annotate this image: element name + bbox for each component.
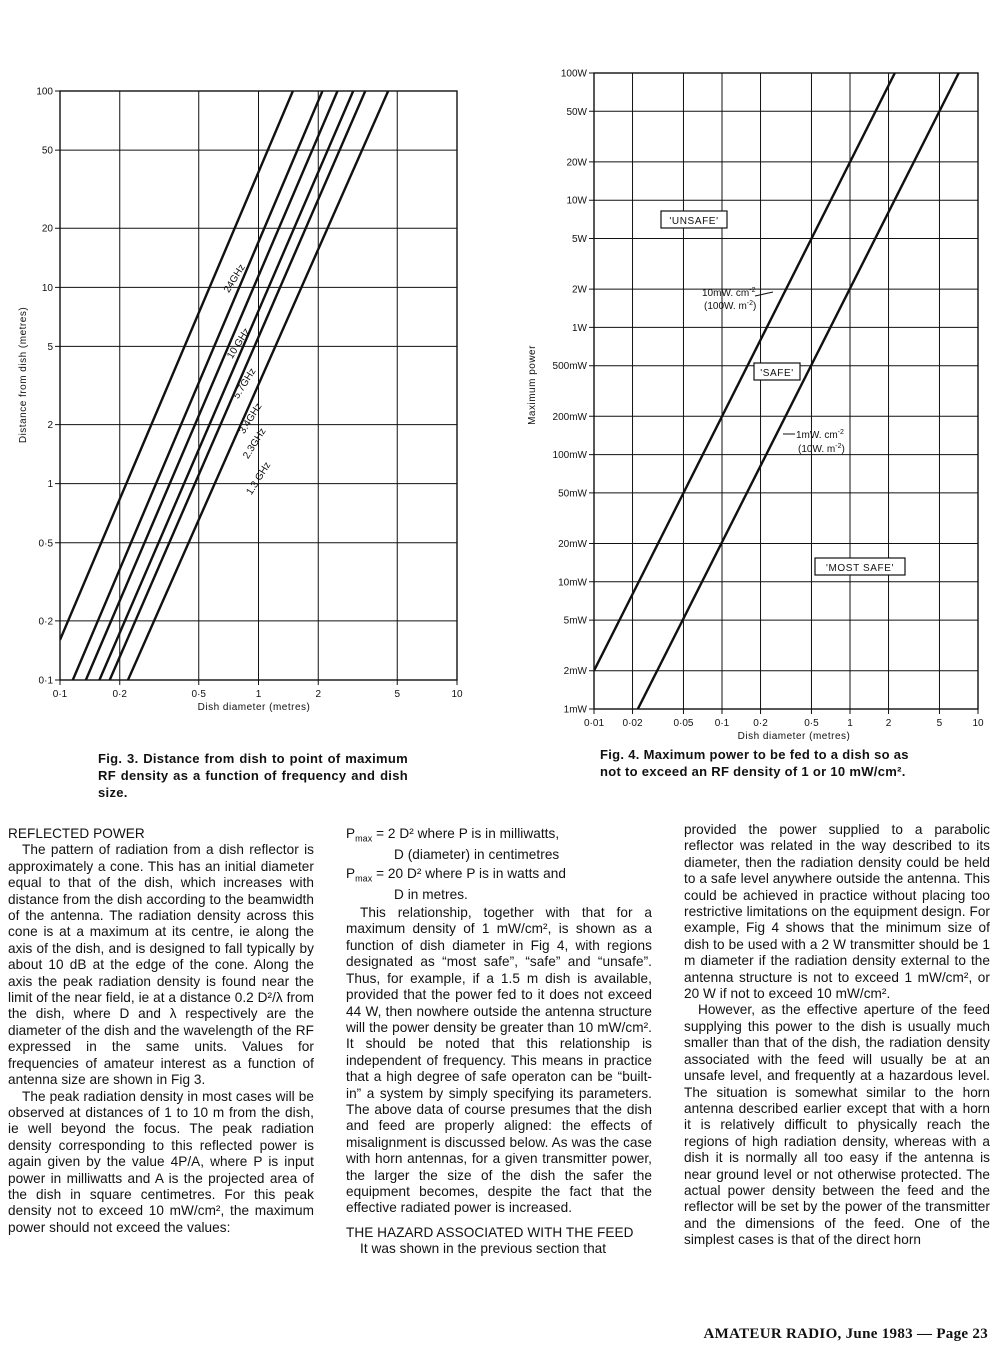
paragraph: The peak radiation density in most cases will be observed at distances of 1 to 10 m from the dish, ie well beyond the focus. The peak radiation density corresponding to this reflected power is again given by the value 4P/A, where P is input power in milliwatts and A is the projected area of the dish in square centimetres. For this peak density not to exceed 10 mW/cm², the maximum power should not exceed the values: xyxy=(8,1088,314,1235)
fig4-line-label-sup: -2 xyxy=(837,429,844,436)
fig4-line-label-close: ) xyxy=(753,301,757,312)
fig4-y-tick-label: 2mW xyxy=(563,666,587,678)
fig3-series-line xyxy=(86,91,338,680)
fig4-plot-frame xyxy=(594,73,978,709)
fig4-region-label: 'MOST SAFE' xyxy=(825,563,895,574)
fig4-y-tick-label: 20mW xyxy=(558,539,587,551)
fig4-y-axis-label: Maximum power xyxy=(527,345,538,425)
fig4-x-tick-label: 5 xyxy=(936,718,943,729)
fig4-x-tick-label: 0·1 xyxy=(714,718,730,729)
page-footer: AMATEUR RADIO, June 1983 — Page 23 xyxy=(703,1326,988,1342)
fig4-x-tick-label: 0·01 xyxy=(583,718,605,729)
fig4-x-tick-label: 0·02 xyxy=(622,718,643,729)
fig4-region-label: 'SAFE' xyxy=(760,368,794,379)
pmax-subscript: max xyxy=(355,873,373,884)
fig3-x-tick-label: 10 xyxy=(451,689,463,700)
fig4-line-label-top: 10mW. $cm^{-2}$ xyxy=(702,287,756,299)
paragraph: provided the power supplied to a parabolic reflector was related in the way described to its diameter, then the radiation density could be held to a safe level anywhere outside the antenna. This could be achieved in practice without placing too restrictive limitations on the equipment design. For example, Fig 4 shows that the minimum size of dish to be used with a 2 W transmitter should be 1 m diameter if the radiation density external to the antenna structure is not to exceed 1 mW/cm², or 20 W if not to exceed 10 mW/cm². xyxy=(684,822,990,1002)
fig3-y-tick-label: 50 xyxy=(41,145,53,157)
fig4-line-label-sup: -2 xyxy=(749,287,756,294)
fig3-x-tick-label: 0·1 xyxy=(52,689,68,700)
fig3-y-tick-label: 5 xyxy=(47,341,53,353)
fig4-y-tick-label: 200mW xyxy=(552,411,587,423)
fig4-x-tick-label: 10 xyxy=(972,718,984,729)
fig4-y-tick-label: 100mW xyxy=(552,450,587,462)
paragraph: However, as the effective aperture of the feed supplying this power to the dish is usually much smaller than that of the dish, the radiation density associated with the feed will usually be at an unsafe level, and frequently at a hazardous level. The situation is somewhat similar to the horn antenna described earlier except that with a horn it is relatively difficult to physically reach the regions of high radiation density, whereas with a dish it is normally all too easy if the antenna is near ground level or not otherwise protected. The actual power density between the feed and the reflector will be set by the power of the transmitter and the dimensions of the feed. One of the simplest cases is that of the direct horn xyxy=(684,1002,990,1248)
fig3-series-line xyxy=(73,91,323,680)
fig4-chart xyxy=(527,69,984,743)
equation-text: = 2 D² where P is in milliwatts, xyxy=(376,826,560,841)
fig4-series-line xyxy=(638,73,959,709)
fig4-series-group xyxy=(594,73,959,709)
fig3-x-tick-label: 5 xyxy=(394,689,401,700)
equation-text: = 20 D² where P is in watts and xyxy=(376,865,566,881)
fig4-y-tick-label: 1mW xyxy=(563,704,587,716)
fig4-line-label-sup: -2 xyxy=(746,300,754,307)
fig3-series-group xyxy=(60,91,388,680)
fig4-y-tick-label: 50mW xyxy=(558,488,587,500)
fig4-y-tick-label: 1W xyxy=(572,322,587,334)
fig3-series-label: 5.7GHz xyxy=(231,366,259,401)
fig3-y-tick-label: 0·1 xyxy=(38,675,53,687)
fig4-region-label: 'UNSAFE' xyxy=(669,216,719,227)
fig3-series-label: 10 GHz xyxy=(225,326,253,361)
fig3-y-tick-label: 100 xyxy=(36,86,53,98)
fig4-y-tick-label: 10W xyxy=(566,195,587,207)
fig4-caption: Fig. 4. Maximum power to be fed to a dish so as not to exceed an RF density of 1 or 10 mW/cm². xyxy=(600,747,909,779)
fig3-x-axis-label: Dish diameter (metres) xyxy=(197,702,311,713)
fig4-line-label-top: 1mW. $cm^{-2}$ xyxy=(796,429,844,441)
fig4-y-tick-label: 10mW xyxy=(558,577,587,589)
pmax-symbol: P xyxy=(346,826,356,841)
section-heading-reflected-power: REFLECTED POWER xyxy=(8,826,145,841)
fig3-series-label: 1.3 GHz xyxy=(244,460,274,498)
article-column-2 xyxy=(346,826,652,1258)
equation-continuation: D (diameter) in centimetres xyxy=(394,847,560,863)
fig4-line-label-bottom: (100W. $m^{-2}$) xyxy=(704,300,757,312)
fig4-y-tick-label: 20W xyxy=(566,157,587,169)
fig4-line-label-sup: -2 xyxy=(835,443,842,450)
section-heading-feed-hazard: THE HAZARD ASSOCIATED WITH THE FEED xyxy=(346,1224,634,1240)
fig3-x-tick-label: 2 xyxy=(315,689,322,700)
fig4-x-tick-label: 0·5 xyxy=(804,718,819,729)
article-column-1 xyxy=(8,826,314,1236)
fig3-y-tick-label: 2 xyxy=(47,420,53,432)
fig4-x-axis-label: Dish diameter (metres) xyxy=(737,731,851,742)
fig4-line-label-close: ) xyxy=(841,444,845,455)
equation-watts xyxy=(346,866,652,904)
fig3-caption: Fig. 3. Distance from dish to point of maximum RF density as a function of frequency and dish size. xyxy=(98,751,408,800)
fig3-series-line xyxy=(99,91,353,680)
pmax-subscript: max xyxy=(355,833,373,844)
fig4-y-tick-label: 100W xyxy=(560,68,587,80)
fig3-series-label: 24GHz xyxy=(221,262,248,295)
fig4-x-tick-label: 1 xyxy=(847,718,853,729)
fig4-x-tick-label: 2 xyxy=(885,718,892,729)
paragraph: The pattern of radiation from a dish reflector is approximately a cone. This has an initial diameter equal to that of the dish, which increases with distance from the dish according to the beamwidth of the antenna. The radiation density across this cone is at a maximum at its centre, ie along the axis of the dish, and is designed to fall typically by about 10 dB at the edge of the cone. Along the axis the peak radiation density is found near the limit of the near field, ie at a distance 0.2 D²/λ from the dish, where D and λ respectively are the diameter of the dish and the wavelength of the RF expressed in the same units. Values for frequencies of amateur interest as a function of antenna size are shown in Fig 3. xyxy=(8,842,314,1088)
fig4-y-tick-label: 5mW xyxy=(563,615,587,627)
fig3-y-axis-label: Distance from dish (metres) xyxy=(18,306,29,444)
equation-continuation: D in metres. xyxy=(394,886,468,902)
paragraph: This relationship, together with that for a maximum density of 1 mW/cm², is shown as a function of dish diameter in Fig 4, with regions designated as “most safe”, “safe” and “unsafe”. Thus, for example, if a 1.5 m dish is available, provided that the power fed to it does not exceed 44 W, then nowhere outside the antenna structure will the power density be greater than 10 mW/cm². It should be noted that this relationship is independent of frequency. This means in practice that a high degree of safe operaton can be “built-in” a system by simply specifying its parameters. The above data of course presumes that the dish and feed are properly aligned: the effects of misalignment is discussed below. As was the case with horn antennas, for a given transmitter power, the larger the size of the dish the safer the equipment becomes, despite the fact that the effective radiated power is increased. xyxy=(346,905,652,1216)
fig3-series-label: 3.4GHz xyxy=(237,401,265,436)
fig3-y-tick-label: 1 xyxy=(47,479,53,491)
fig4-line-label-bottom: (10W. $m^{-2}$) xyxy=(798,443,845,455)
fig4-y-tick-label: 50W xyxy=(566,106,587,118)
article-column-3 xyxy=(684,822,990,1249)
fig3-y-tick-label: 20 xyxy=(41,223,53,235)
fig4-x-tick-label: 0·2 xyxy=(753,718,768,729)
paragraph: It was shown in the previous section that xyxy=(360,1241,607,1257)
fig3-x-tick-label: 1 xyxy=(255,689,262,700)
fig3-x-tick-label: 0·5 xyxy=(191,689,206,700)
equation-milliwatts xyxy=(346,826,652,864)
fig3-y-tick-label: 10 xyxy=(41,282,53,294)
fig4-x-tick-label: 0·05 xyxy=(673,718,694,729)
fig3-y-tick-label: 0·2 xyxy=(38,616,53,628)
fig3-series-line xyxy=(60,91,293,640)
fig4-y-tick-label: 2W xyxy=(572,284,587,296)
fig3-x-tick-label: 0·2 xyxy=(112,689,127,700)
fig4-line-label-leader xyxy=(755,292,773,296)
fig4-y-tick-label: 5W xyxy=(572,233,587,245)
pmax-symbol: P xyxy=(346,865,356,881)
fig4-y-tick-label: 500mW xyxy=(552,361,587,373)
fig3-series-label: 2.3GHz xyxy=(241,426,269,461)
fig3-y-tick-label: 0·5 xyxy=(38,538,53,550)
fig3-chart xyxy=(18,87,463,714)
